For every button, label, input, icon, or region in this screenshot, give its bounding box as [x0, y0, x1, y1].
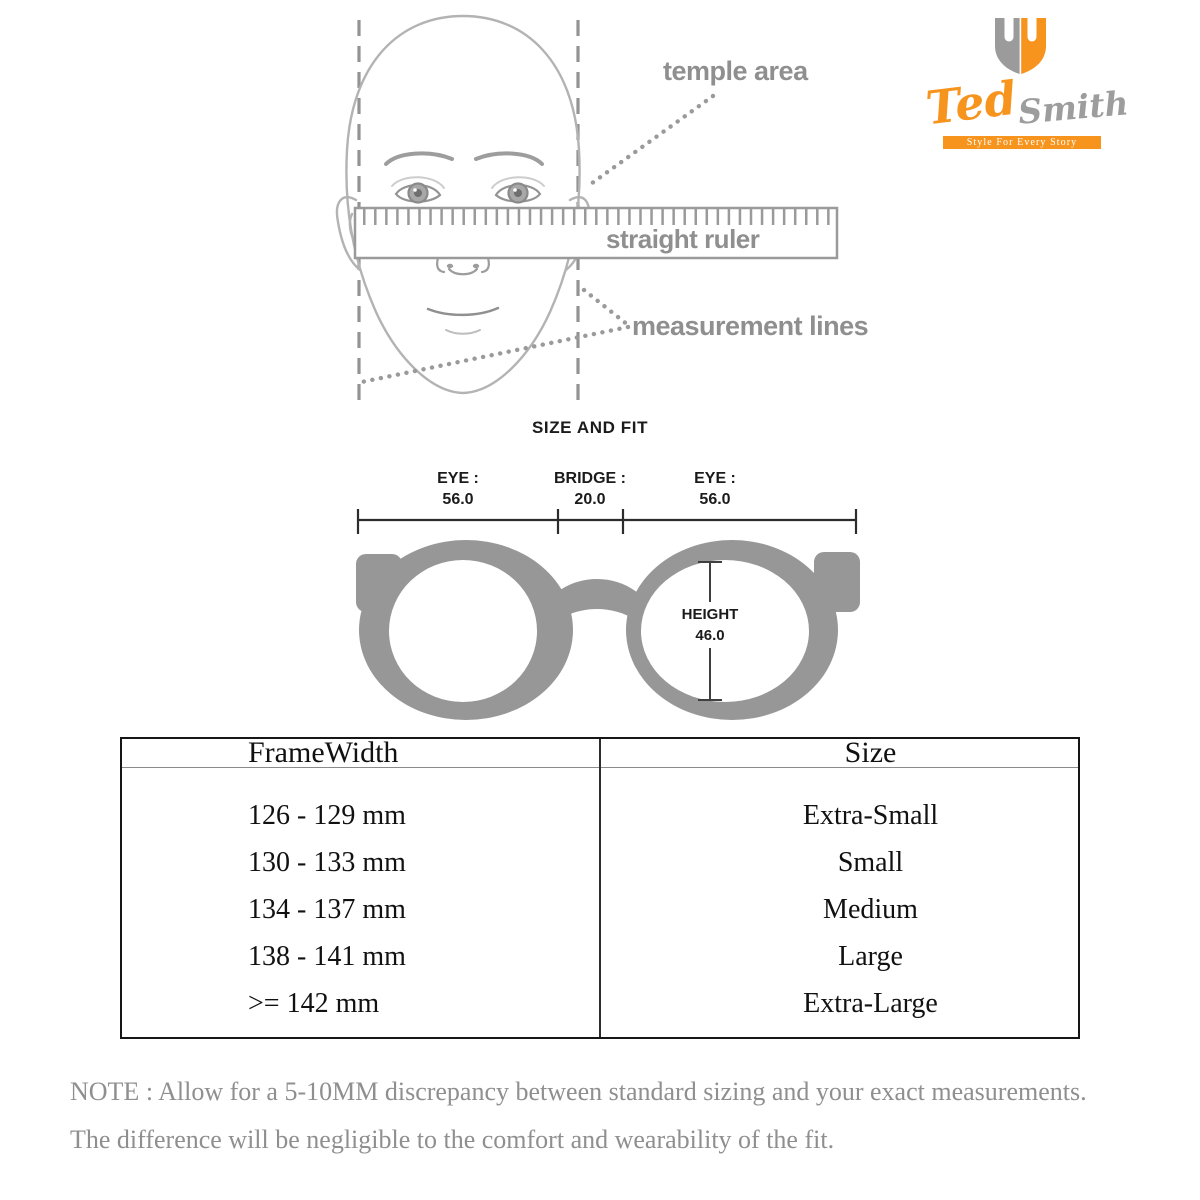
frame-width-cell: 134 - 137 mm	[248, 893, 406, 925]
temple-area-label: temple area	[663, 56, 808, 86]
size-cell: Extra-Large	[803, 987, 938, 1019]
eyebrows	[386, 153, 542, 164]
eyes	[396, 184, 540, 203]
size-cell: Large	[838, 940, 903, 972]
eye-left-label: EYE :	[437, 470, 479, 487]
frame-width-cell: 126 - 129 mm	[248, 799, 406, 831]
eye-right-value: 56.0	[699, 491, 731, 508]
height-measure	[676, 602, 744, 648]
size-and-fit-title: SIZE AND FIT	[531, 418, 649, 437]
height-value: 46.0	[695, 627, 725, 644]
frame-size-table	[120, 737, 1080, 1039]
straight-ruler-label: straight ruler	[606, 224, 760, 254]
head-sketch	[337, 16, 589, 393]
size-cell: Small	[837, 846, 904, 878]
ruler	[355, 208, 837, 258]
brand-shield-icon	[995, 18, 1046, 75]
brand-tagline: Style For Every Story	[943, 136, 1101, 149]
size-cell: Extra-Small	[802, 799, 939, 831]
sizing-note	[70, 1077, 1087, 1155]
note-line-2: The difference will be negligible to the comfort and wearability of the fit.	[70, 1125, 835, 1154]
height-label: HEIGHT	[681, 606, 739, 623]
bridge-value: 20.0	[574, 491, 606, 508]
note-line-1: NOTE : Allow for a 5-10MM discrepancy between standard sizing and your exact measurements.	[70, 1077, 1087, 1106]
left-lens	[389, 560, 537, 702]
frame-width-cell: 138 - 141 mm	[248, 940, 406, 972]
mouth	[428, 308, 498, 334]
bridge-label: BRIDGE :	[554, 470, 626, 487]
eye-left-value: 56.0	[442, 491, 474, 508]
brand-name-last: Smith	[1016, 83, 1131, 132]
glasses-front	[356, 540, 860, 720]
eye-right-label: EYE :	[694, 470, 736, 487]
brand-name-first: Ted	[923, 70, 1020, 136]
header-frame-width: FrameWidth	[248, 736, 399, 769]
frame-width-cell: >= 142 mm	[248, 987, 380, 1019]
width-measure-line	[358, 509, 856, 534]
frame-width-cell: 130 - 133 mm	[248, 846, 406, 878]
header-size: Size	[844, 736, 897, 769]
size-cell: Medium	[823, 893, 918, 925]
table-column-divider	[599, 739, 601, 1037]
measurement-lines-label: measurement lines	[632, 311, 869, 341]
